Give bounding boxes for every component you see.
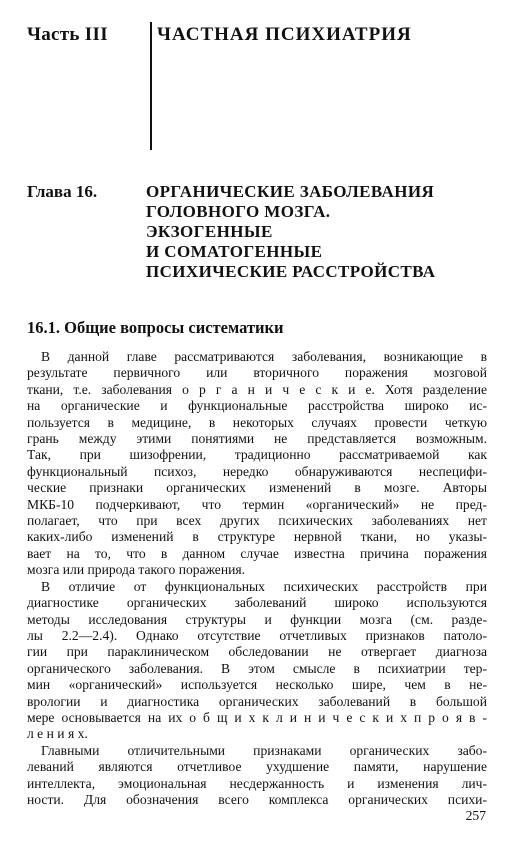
paragraph-line: МКБ-10 подчеркивают, что термин «органический» не пред-: [27, 496, 487, 512]
paragraph-line: органического заболевания. В этом смысле в психиатрии тер-: [27, 660, 487, 676]
chapter-title: [146, 182, 435, 282]
body-text: [27, 349, 487, 808]
paragraph-line: мозга или природа такого поражения.: [27, 562, 246, 578]
paragraph-line: интеллекта, эмоциональная несдержанность и изменения лич-: [27, 775, 487, 791]
part-title: ЧАСТНАЯ ПСИХИАТРИЯ: [157, 24, 412, 45]
section-heading: 16.1. Общие вопросы систематики: [27, 318, 284, 337]
chapter-label: Глава 16.: [27, 182, 98, 201]
chapter-title-line: ЭКЗОГЕННЫЕ: [146, 222, 273, 241]
paragraph-line: ческие признаки органических изменений в мозге. Авторы: [27, 480, 487, 496]
paragraph-line: мин «органический» используется несколько шире, чем в не-: [27, 677, 487, 693]
part-label: Часть III: [27, 24, 108, 45]
paragraph-line: лы 2.2—2.4). Однако отсутствие отчетливых признаков патоло-: [27, 627, 487, 643]
part-divider: [150, 22, 152, 150]
page-number: 257: [465, 808, 486, 823]
paragraph-line: Главными отличительными признаками органических забо-: [41, 742, 487, 758]
paragraph-line: леваний являются отчетливое ухудшение памяти, нарушение: [27, 759, 487, 775]
chapter-title-line: ГОЛОВНОГО МОЗГА.: [146, 202, 331, 221]
paragraph-line: грань между этими понятиями не представляется возможным.: [27, 431, 487, 447]
paragraph-line: ткани, т.е. заболевания о р г а н и ч е с к и е. Хотя разделение: [27, 381, 487, 397]
paragraph-line: В данной главе рассматриваются заболевания, возникающие в: [41, 349, 487, 364]
paragraph-line: вает на то, что в данном случае известна причина поражения: [27, 545, 487, 561]
paragraph-line: результате первичного или вторичного поражения мозговой: [27, 365, 487, 381]
paragraph-line: врологии и диагностика органических заболеваний в большой: [27, 693, 487, 709]
paragraph-line: ности. Для обозначения всего комплекса органических психи-: [27, 791, 487, 807]
chapter-title-line: ОРГАНИЧЕСКИЕ ЗАБОЛЕВАНИЯ: [146, 182, 435, 201]
chapter-title-line: ПСИХИЧЕСКИЕ РАССТРОЙСТВА: [146, 262, 436, 281]
paragraph-line: полагает, что при всех других психических заболеваниях нет: [27, 513, 487, 529]
paragraph-line: В отличие от функциональных психических расстройств при: [41, 578, 487, 594]
paragraph-line: диагностике органических заболеваний широко используются: [27, 595, 487, 611]
paragraph-line: методы исследования структуры и функции мозга (см. разде-: [27, 611, 487, 627]
paragraph-line: гии при параклиническом обследовании не отвергает диагноза: [27, 644, 487, 660]
paragraph-line: функциональный психоз, нередко обнаруживаются неспецифи-: [27, 463, 487, 479]
paragraph-line: мере основывается на их о б щ и х к л и н и ч е с к и х п р о я в -: [27, 709, 487, 725]
paragraph-line: пользуется в медицине, в некоторых случаях провести четкую: [27, 414, 487, 430]
chapter-title-line: И СОМАТОГЕННЫЕ: [146, 242, 323, 261]
paragraph-line: Так, при шизофрении, традиционно рассматриваемой как: [27, 447, 487, 463]
paragraph-line: л е н и я х.: [27, 726, 88, 742]
paragraph-line: каких-либо изменений в структуре нервной ткани, но указы-: [27, 529, 487, 545]
paragraph-line: на органические и функциональные расстройства широко ис-: [27, 398, 487, 414]
